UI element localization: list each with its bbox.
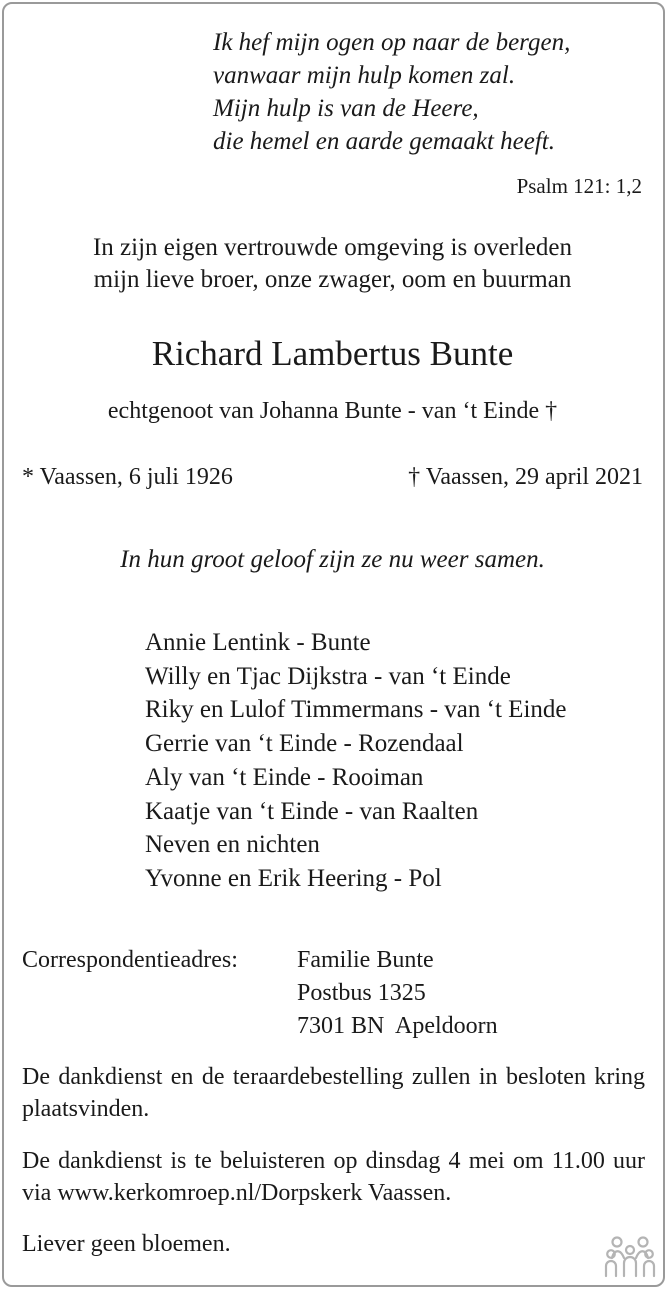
address-line: 7301 BN Apeldoorn xyxy=(297,1013,498,1039)
intro-line: mijn lieve broer, onze zwager, oom en buurman xyxy=(93,266,572,293)
family-list xyxy=(145,626,566,896)
birth-date: * Vaassen, 6 juli 1926 xyxy=(22,464,233,490)
verse-reference: Psalm 121: 1,2 xyxy=(516,174,642,198)
intro-text xyxy=(0,232,665,296)
correspondence-label: Correspondentieadres: xyxy=(22,947,238,973)
family-member: Annie Lentink - Bunte xyxy=(145,629,371,656)
deceased-name: Richard Lambertus Bunte xyxy=(151,334,514,373)
spouse-line: echtgenoot van Johanna Bunte - van ‘t Einde † xyxy=(107,398,558,424)
family-member: Aly van ‘t Einde - Rooiman xyxy=(145,763,424,791)
family-member: Willy en Tjac Dijkstra - van ‘t Einde xyxy=(145,662,511,690)
death-date: † Vaassen, 29 april 2021 xyxy=(408,464,643,490)
address-line: Postbus 1325 xyxy=(297,980,426,1006)
family-people-icon xyxy=(604,1236,656,1278)
service-paragraph: De dankdienst en de teraardebestelling zullen in besloten kring plaatsvinden. xyxy=(22,1064,645,1122)
verse-line: die hemel en aarde gemaakt heeft. xyxy=(213,128,556,155)
verse-line: Ik hef mijn ogen op naar de bergen, xyxy=(213,29,571,56)
family-member: Neven en nichten xyxy=(145,831,320,859)
verse-line: vanwaar mijn hulp komen zal. xyxy=(213,62,516,89)
flowers-note: Liever geen bloemen. xyxy=(22,1231,231,1257)
family-member: Kaatje van ‘t Einde - van Raalten xyxy=(145,797,479,825)
correspondence-address xyxy=(297,944,498,1043)
family-member: Riky en Lulof Timmermans - van ‘t Einde xyxy=(145,696,567,724)
intro-line: In zijn eigen vertrouwde omgeving is overleden xyxy=(92,234,573,261)
family-member: Gerrie van ‘t Einde - Rozendaal xyxy=(145,730,464,758)
bible-verse xyxy=(213,26,570,158)
broadcast-paragraph: De dankdienst is te beluisteren op dinsdag 4 mei om 11.00 uur via www.kerkomroep.nl/Dorpskerk Vaassen. xyxy=(22,1148,645,1206)
address-line: Familie Bunte xyxy=(297,947,434,973)
family-member: Yvonne en Erik Heering - Pol xyxy=(145,864,442,892)
verse-line: Mijn hulp is van de Heere, xyxy=(213,95,479,122)
faith-line: In hun groot geloof zijn ze nu weer samen. xyxy=(120,546,545,573)
